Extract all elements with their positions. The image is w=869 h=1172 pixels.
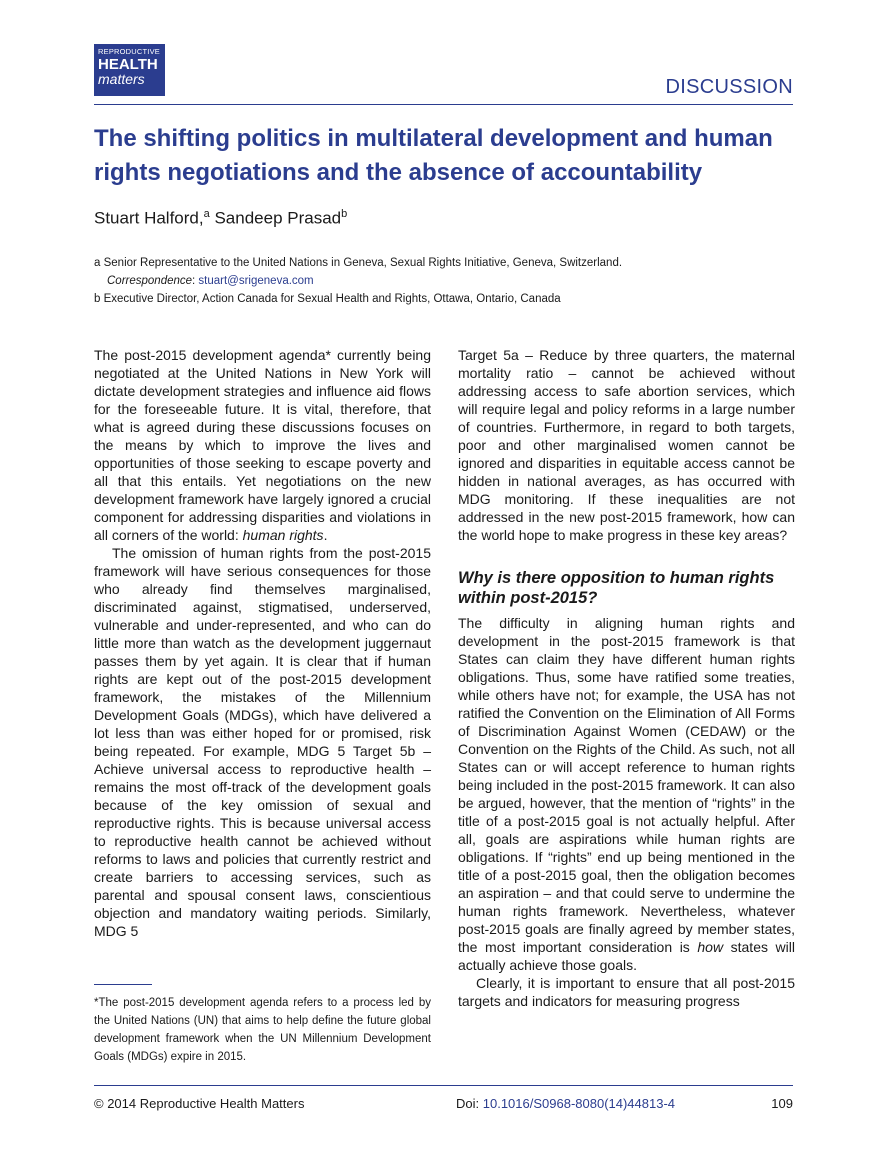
author-affil-marker: b [341, 208, 348, 220]
affiliation-text: Senior Representative to the United Nations in Geneva, Sexual Rights Initiative, Geneva, Switzerland. [103, 257, 623, 269]
paragraph-text: The difficulty in aligning human rights and development in the post-2015 framework is that States can claim they have different human rights obligations. Thus, some have ratified some treaties, while others have not; for example, the USA has not ratified the Convention on the Elimination of All Forms of Discrimination Against Women (CEDAW) or the Convention on the Rights of the Child. As such, not all States can or will accept reference to human rights being included in the post-2015 framework. It can also be argued, however, that the mention of “rights” in the title of a post-2015 goal is not actually helpful. After all, goals are aspirations while human rights are obligations. If “rights” end up being mentioned in the title of a post-2015 goal, then the obligation becomes an aspiration – and that could serve to undermine the human rights framework. Nevertheless, whatever post-2015 goals are finally agreed by member states, the most important consideration is [458, 615, 795, 955]
author-list [94, 208, 347, 229]
left-column [94, 346, 431, 940]
logo-bottom-text: matters [98, 70, 145, 87]
author-name: Stuart Halford, [94, 208, 204, 228]
logo-top-text: REPRODUCTIVE [98, 47, 160, 56]
paragraph [94, 346, 431, 544]
doi-label: Doi: [456, 1096, 480, 1111]
correspondence-line: Correspondence: stuart@srigeneva.com [107, 275, 314, 287]
footer-rule [94, 1085, 793, 1086]
affiliation-text: Executive Director, Action Canada for Sexual Health and Rights, Ottawa, Ontario, Canada [103, 293, 561, 305]
article-title: The shifting politics in multilateral development and human rights negotiations and the absence of accountability [94, 125, 773, 186]
section-label: DISCUSSION [665, 76, 793, 98]
affiliation-b [94, 290, 794, 308]
correspondence-email-link[interactable]: stuart@srigeneva.com [198, 275, 314, 287]
paragraph: The omission of human rights from the post-2015 framework will have serious consequences for those who already find themselves marginalised, discriminated against, stigmatised, underserved, vulnerable and under-represented, and who can do little more than watch as the development juggernaut passes them by yet again. It is clear that if human rights are kept out of the post-2015 development framework, the mistakes of the Millennium Development Goals (MDGs), which have delivered a lot less than was either hoped for or promised, risk being repeated. For example, MDG 5 Target 5b – Achieve universal access to reproductive health – remains the most off-track of the development goals because of the key omission of sexual and reproductive rights. This is because universal access to reproductive health cannot be achieved without reforms to laws and policies that currently restrict and create barriers to accessing services, such as parental and spousal consent laws, conscientious objection and mandatory waiting periods. Similarly, MDG 5 [94, 545, 431, 939]
paragraph-text: . [323, 527, 328, 543]
paragraph: Target 5a – Reduce by three quarters, the maternal mortality ratio – cannot be achieved without addressing access to safe abortion services, which will require legal and policy reforms in a large number of countries. Furthermore, in regard to both targets, poor and other marginalised women cannot be ignored and disparities in equitable access cannot be hidden in national averages, as has occurred with MDG monitoring. If these inequalities are not addressed in the new post-2015 framework, how can the world hope to make progress in these key areas? [458, 347, 795, 543]
author-name: Sandeep Prasad [214, 208, 342, 228]
section-heading: Why is there opposition to human rights within post-2015? [458, 569, 775, 607]
doi-line [456, 1096, 675, 1111]
paragraph [458, 614, 795, 974]
emphasis-text: human rights [242, 527, 324, 543]
affiliation-a [94, 254, 794, 290]
footnote-rule [94, 984, 152, 985]
paragraph-text: states will actually achieve those goals. [458, 939, 795, 973]
affiliation-marker: a [94, 257, 101, 269]
logo-mid-text: HEALTH [98, 55, 158, 73]
paragraph: Clearly, it is important to ensure that all post-2015 targets and indicators for measuring progress [458, 975, 795, 1009]
author-affil-marker: a [203, 208, 210, 220]
emphasis-text: how [697, 939, 724, 955]
affiliation-marker: b [94, 293, 101, 305]
paragraph-text: The post-2015 development agenda* currently being negotiated at the United Nations in New York will dictate development strategies and influence aid flows for the foreseeable future. It is vital, therefore, that what is agreed during these discussions focuses on the means by which to improve the lives and opportunities of those seeking to escape poverty and all that this entails. Yet negotiations on the new development framework have largely ignored a crucial component for addressing disparities and violations in all corners of the world: [94, 347, 431, 543]
copyright-text: © 2014 Reproductive Health Matters [94, 1096, 305, 1111]
correspondence-label: Correspondence [107, 275, 193, 287]
journal-logo [94, 44, 165, 96]
page-number: 109 [771, 1096, 793, 1111]
footnote: *The post-2015 development agenda refers to a process led by the United Nations (UN) that aims to help define the future global development framework when the UN Millennium Development Goals (MDGs) expire in 2015. [94, 997, 431, 1063]
doi-link[interactable]: 10.1016/S0968-8080(14)44813-4 [482, 1096, 676, 1111]
header-rule [94, 104, 793, 105]
right-column [458, 346, 795, 1010]
